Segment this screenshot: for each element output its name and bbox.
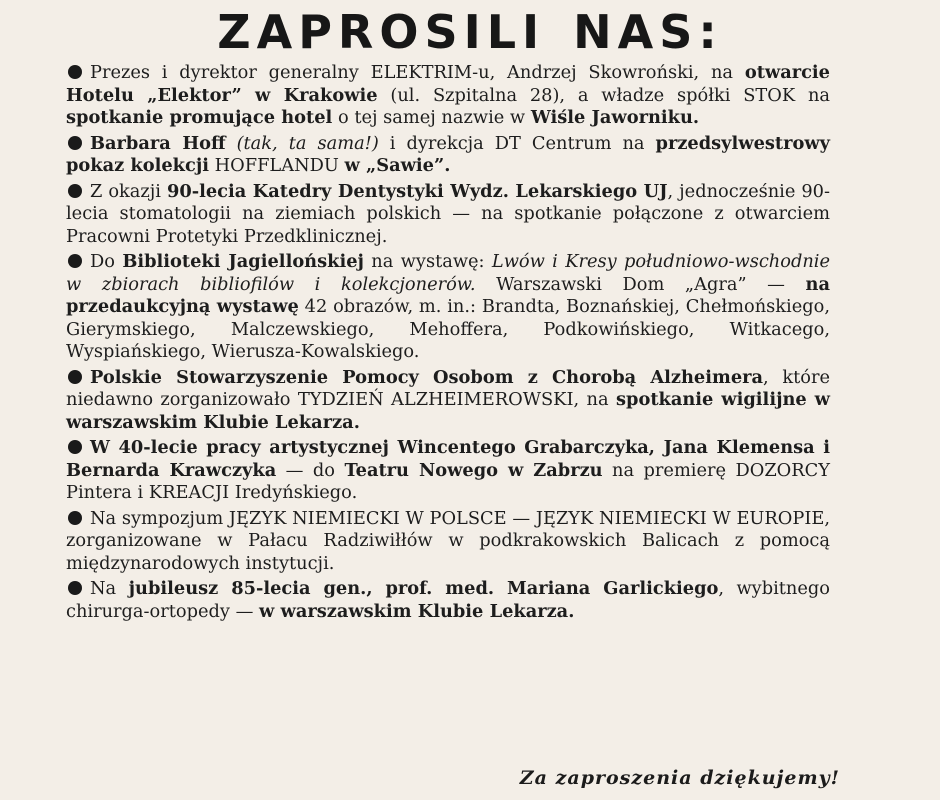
bullet-icon bbox=[68, 184, 82, 198]
entry-text-run: na przedaukcyjną wystawę bbox=[66, 273, 830, 317]
entry-text-run: o tej samej nazwie w bbox=[332, 107, 531, 128]
entry-text-run: Warszawski Dom „Agra” — bbox=[475, 273, 806, 295]
title-word-1: ZAPROSILI bbox=[217, 5, 546, 59]
invitation-entry bbox=[66, 578, 830, 623]
page-title bbox=[0, 6, 940, 58]
invitation-entry bbox=[66, 181, 830, 249]
invitation-entry bbox=[66, 251, 830, 364]
entry-text-run: 42 obrazów, m. in.: Brandta, Boznańskiej, Chełmońskiego, Gierymskiego, Malczewskiego, Mehoffera, Podkowińskiego, Witkacego, Wyspiańskiego, Wierusza-Kowalskiego. bbox=[66, 296, 830, 362]
closing-note: Za zaproszenia dziękujemy! bbox=[519, 767, 840, 789]
bullet-icon bbox=[68, 370, 82, 384]
invitation-list bbox=[66, 62, 830, 626]
entry-text-run: Wiśle Jaworniku. bbox=[530, 107, 700, 128]
invitation-entry bbox=[66, 62, 830, 130]
entry-text-run: Z okazji bbox=[90, 180, 167, 202]
entry-text-run: spotkanie promujące hotel bbox=[66, 107, 333, 128]
invitation-entry bbox=[66, 133, 830, 178]
invitation-entry bbox=[66, 367, 830, 435]
entry-text-run: Do bbox=[90, 251, 123, 272]
bullet-icon bbox=[68, 581, 82, 595]
entry-text-run: (ul. Szpitalna 28), a władze spółki STOK na bbox=[377, 84, 830, 106]
entry-text-run: Na sympozjum JĘZYK NIEMIECKI W POLSCE — JĘZYK NIEMIECKI W EUROPIE, zorganizowane w Pałacu Radziwiłłów w podkrakowskich Balicach z pomocą międzynarodowych instytucji. bbox=[66, 507, 830, 574]
entry-text-run: na premierę DOZORCY Pintera i KREACJI Iredyńskiego. bbox=[66, 459, 830, 503]
bullet-icon bbox=[68, 511, 82, 525]
entry-text-run: — do bbox=[276, 459, 345, 481]
entry-text-run: Barbara Hoff bbox=[90, 132, 226, 154]
entry-text-run: , jednocześnie 90-lecia stomatologii na ziemiach polskich — na spotkanie połączone z otwarciem Pracowni Protetyki Przedklinicznej. bbox=[66, 180, 830, 247]
entry-text-run: otwarcie Hotelu „Elektor” w Krakowie bbox=[66, 62, 830, 106]
bullet-icon bbox=[68, 440, 82, 454]
invitation-entry bbox=[66, 508, 830, 576]
entry-text-run: , wybitnego chirurga-ortopedy — bbox=[66, 578, 830, 622]
entry-text-run: przedsylwestrowy pokaz kolekcji bbox=[66, 132, 830, 176]
entry-text-run: Lwów i Kresy południowo-wschodnie w zbiorach bibliofilów i kolekcjonerów. bbox=[66, 251, 830, 295]
entry-text-run: jubileusz 85-lecia gen., prof. med. Mariana Garlickiego bbox=[128, 578, 719, 599]
entry-text-run: HOFFLANDU bbox=[209, 155, 345, 176]
entry-text-run: w „Sawie”. bbox=[344, 155, 451, 176]
bullet-icon bbox=[68, 254, 82, 268]
entry-text-run: 90-lecia Katedry Dentystyki Wydz. Lekarskiego UJ bbox=[166, 180, 668, 202]
entry-text-run: W 40-lecie pracy artystycznej Wincentego Grabarczyka, Jana Klemensa i Bernarda Krawczyka bbox=[66, 437, 830, 481]
entry-text-run: (tak, ta sama!) bbox=[225, 132, 379, 154]
bullet-icon bbox=[68, 136, 82, 150]
entry-text-run: Prezes i dyrektor generalny ELEKTRIM-u, Andrzej Skowroński, na bbox=[90, 62, 745, 83]
entry-text-run: i dyrekcja DT Centrum na bbox=[378, 132, 656, 154]
entry-text-run: w warszawskim Klubie Lekarza. bbox=[259, 600, 575, 622]
entry-text-run: Biblioteki Jagiellońskiej bbox=[122, 251, 364, 272]
bullet-icon bbox=[68, 65, 82, 79]
entry-text-run: Na bbox=[90, 578, 129, 599]
entry-text-run: na wystawę: bbox=[363, 251, 492, 272]
entry-text-run: , które niedawno zorganizowało TYDZIEŃ ALZHEIMEROWSKI, na bbox=[66, 366, 830, 410]
invitation-entry bbox=[66, 437, 830, 505]
entry-text-run: spotkanie wigilijne w warszawskim Klubie Lekarza. bbox=[66, 389, 830, 433]
title-word-2: NAS: bbox=[573, 5, 723, 59]
entry-text-run: Polskie Stowarzyszenie Pomocy Osobom z Chorobą Alzheimera bbox=[90, 366, 764, 388]
entry-text-run: Teatru Nowego w Zabrzu bbox=[344, 459, 603, 481]
